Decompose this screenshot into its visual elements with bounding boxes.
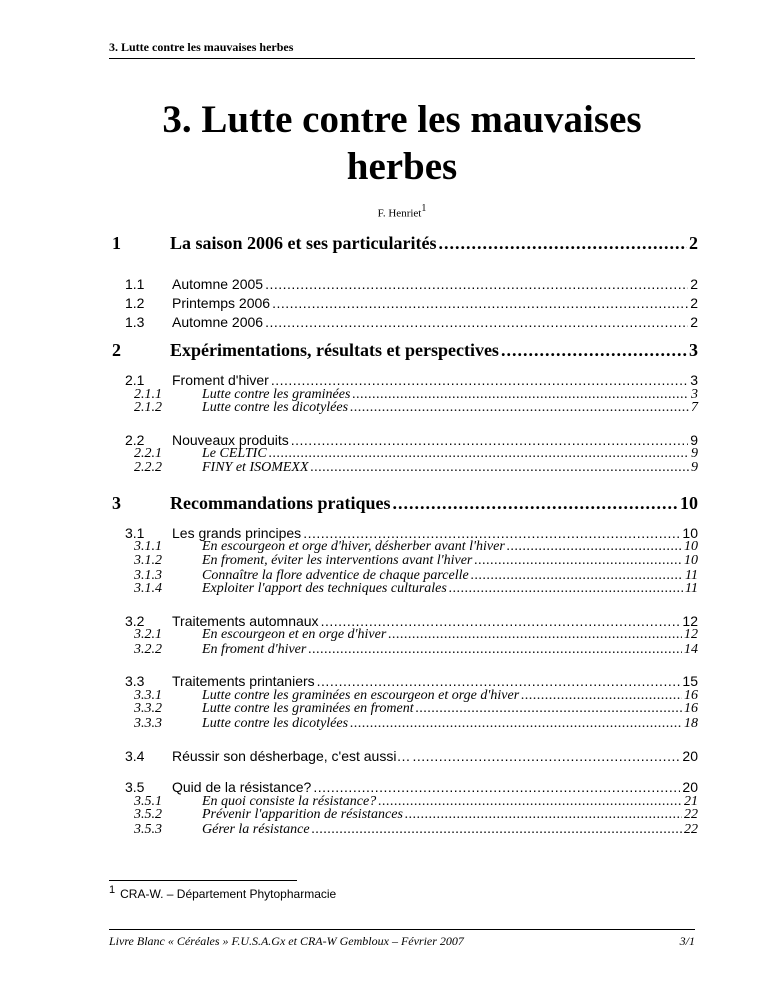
toc-dot-leader (474, 553, 682, 569)
toc-entry-title: En quoi consiste la résistance? (202, 794, 377, 809)
toc-entry-2-1-2[interactable] (134, 400, 698, 416)
toc-entry-3-5-2[interactable] (134, 807, 698, 823)
toc-dot-leader (388, 627, 682, 643)
toc-dot-leader (393, 493, 678, 514)
toc-entry-page: 20 (682, 748, 698, 764)
toc-entry-title: Lutte contre les graminées en froment (202, 701, 414, 716)
toc-entry-2[interactable] (112, 340, 698, 361)
toc-entry-page: 9 (690, 432, 698, 448)
toc-entry-3-3-3[interactable] (134, 716, 698, 732)
toc-entry-number: 3.1.2 (134, 553, 162, 568)
toc-entry-page: 22 (684, 807, 698, 822)
toc-entry-1[interactable] (112, 233, 698, 254)
toc-entry-title: Nouveaux produits (172, 432, 289, 448)
toc-entry-number: 2.2.1 (134, 446, 162, 461)
toc-entry-3-4[interactable] (125, 748, 698, 764)
toc-entry-title: Le CELTIC (202, 446, 267, 461)
toc-dot-leader (350, 400, 689, 416)
toc-dot-leader (313, 779, 680, 795)
toc-entry-page: 2 (690, 295, 698, 311)
toc-entry-page: 10 (682, 525, 698, 541)
toc-entry-number: 3.1.3 (134, 568, 162, 583)
toc-dot-leader (449, 581, 683, 597)
footnote-text: CRA-W. – Département Phytopharmacie (120, 887, 337, 901)
toc-dot-leader (265, 276, 688, 292)
toc-entry-number: 2.2 (125, 432, 145, 448)
toc-entry-number: 3.1.4 (134, 581, 162, 596)
toc-entry-number: 3.5 (125, 779, 145, 795)
toc-entry-number: 3.2.2 (134, 642, 162, 657)
toc-entry-page: 3 (689, 340, 698, 360)
toc-entry-number: 3.3.1 (134, 688, 162, 703)
toc-dot-leader (438, 233, 687, 254)
toc-entry-page: 12 (682, 613, 698, 629)
toc-entry-title: Recommandations pratiques (170, 493, 391, 513)
toc-entry-page: 20 (682, 779, 698, 795)
toc-entry-page: 11 (685, 568, 698, 583)
toc-entry-title: Traitements printaniers (172, 673, 315, 689)
toc-entry-page: 3 (690, 372, 698, 388)
toc-entry-title: En escourgeon et en orge d'hiver (202, 627, 387, 642)
toc-dot-leader (412, 748, 680, 764)
toc-entry-page: 11 (685, 581, 698, 596)
toc-entry-title: Automne 2005 (172, 276, 264, 292)
toc-entry-page: 9 (691, 460, 698, 475)
toc-entry-title: Lutte contre les graminées (202, 387, 351, 402)
toc-entry-title: Réussir son désherbage, c'est aussi… (172, 748, 411, 764)
toc-entry-title: En froment, éviter les interventions avant l'hiver (202, 553, 473, 568)
running-header: 3. Lutte contre les mauvaises herbes (109, 40, 695, 59)
toc-entry-page: 16 (684, 688, 698, 703)
toc-entry-title: Lutte contre les graminées en escourgeon et orge d'hiver (202, 688, 520, 703)
toc-dot-leader (350, 716, 682, 732)
toc-entry-title: Exploiter l'apport des techniques culturales (202, 581, 447, 596)
toc-dot-leader (272, 295, 688, 311)
toc-entry-title: Quid de la résistance? (172, 779, 312, 795)
toc-entry-title: Connaître la flore adventice de chaque parcelle (202, 568, 469, 583)
toc-entry-number: 3.1 (125, 525, 145, 541)
toc-entry-number: 2.2.2 (134, 460, 162, 475)
toc-entry-title: Printemps 2006 (172, 295, 271, 311)
toc-entry-3-3-2[interactable] (134, 701, 698, 717)
document-title: 3. Lutte contre les mauvaises herbes (162, 98, 642, 188)
toc-entry-number: 3.5.1 (134, 794, 162, 809)
toc-entry-number: 3.3.2 (134, 701, 162, 716)
toc-entry-number: 1.3 (125, 314, 145, 330)
toc-entry-number: 2.1.1 (134, 387, 162, 402)
toc-entry-page: 7 (691, 400, 698, 415)
toc-entry-number: 3.3 (125, 673, 145, 689)
toc-dot-leader (271, 372, 688, 388)
toc-dot-leader (311, 460, 689, 476)
toc-entry-title: Automne 2006 (172, 314, 264, 330)
toc-entry-title: Lutte contre les dicotylées (202, 716, 349, 731)
footnote (109, 884, 336, 901)
toc-entry-3-2-2[interactable] (134, 642, 698, 658)
toc-entry-page: 10 (684, 553, 698, 568)
toc-entry-title: Expérimentations, résultats et perspectives (170, 340, 499, 360)
toc-dot-leader (416, 701, 682, 717)
toc-entry-title: Gérer la résistance (202, 822, 310, 837)
toc-entry-1-3[interactable] (125, 314, 698, 330)
footer-publication: Livre Blanc « Céréales » F.U.S.A.Gx et CRA-W Gembloux – Février 2007 (109, 934, 464, 948)
page-footer (109, 929, 695, 949)
toc-entry-number: 3 (112, 493, 121, 513)
toc-dot-leader (308, 642, 682, 658)
toc-dot-leader (265, 314, 688, 330)
author-name: F. Henriet (377, 207, 422, 220)
toc-entry-page: 2 (690, 276, 698, 292)
toc-entry-2-2-2[interactable] (134, 460, 698, 476)
toc-entry-page: 12 (684, 627, 698, 642)
toc-entry-number: 2.1 (125, 372, 145, 388)
toc-entry-number: 2.1.2 (134, 400, 162, 415)
toc-entry-page: 16 (684, 701, 698, 716)
toc-entry-page: 15 (682, 673, 698, 689)
toc-entry-3-1-2[interactable] (134, 553, 698, 569)
toc-entry-title: En froment d'hiver (202, 642, 307, 657)
toc-entry-page: 2 (689, 233, 698, 253)
toc-entry-title: La saison 2006 et ses particularités (170, 233, 437, 253)
toc-entry-1-2[interactable] (125, 295, 698, 311)
toc-entry-1-1[interactable] (125, 276, 698, 292)
toc-dot-leader (501, 340, 687, 361)
toc-entry-page: 3 (691, 387, 698, 402)
footnote-mark: 1 (109, 884, 116, 896)
toc-entry-number: 1 (112, 233, 121, 253)
toc-entry-page: 18 (684, 716, 698, 731)
toc-entry-number: 2 (112, 340, 121, 360)
author-footnote-mark[interactable]: 1 (421, 203, 427, 214)
toc-entry-number: 3.5.3 (134, 822, 162, 837)
toc-entry-number: 3.2 (125, 613, 145, 629)
toc-entry-page: 21 (684, 794, 698, 809)
toc-entry-3-5[interactable] (125, 779, 698, 795)
toc-entry-3[interactable] (112, 493, 698, 514)
toc-entry-3-1-4[interactable] (134, 581, 698, 597)
author-line (109, 204, 695, 220)
toc-entry-page: 2 (690, 314, 698, 330)
toc-entry-page: 10 (684, 539, 698, 554)
toc-entry-number: 1.2 (125, 295, 145, 311)
toc-entry-number: 3.1.1 (134, 539, 162, 554)
toc-entry-number: 3.3.3 (134, 716, 162, 731)
toc-entry-page: 10 (680, 493, 698, 513)
toc-dot-leader (405, 807, 682, 823)
toc-entry-number: 3.5.2 (134, 807, 162, 822)
toc-entry-number: 3.4 (125, 748, 145, 764)
toc-dot-leader (317, 673, 681, 689)
toc-entry-title: Traitements automnaux (172, 613, 319, 629)
toc-entry-title: Prévenir l'apparition de résistances (202, 807, 403, 822)
toc-dot-leader (312, 822, 682, 838)
toc-entry-page: 14 (684, 642, 698, 657)
footnote-divider (109, 880, 297, 881)
toc-entry-number: 1.1 (125, 276, 145, 292)
toc-entry-title: Lutte contre les dicotylées (202, 400, 349, 415)
toc-entry-2-1[interactable] (125, 372, 698, 388)
toc-entry-3-3[interactable] (125, 673, 698, 689)
toc-entry-title: Les grands principes (172, 525, 302, 541)
toc-entry-page: 9 (691, 446, 698, 461)
toc-entry-title: Froment d'hiver (172, 372, 269, 388)
toc-entry-title: En escourgeon et orge d'hiver, désherber avant l'hiver (202, 539, 505, 554)
toc-entry-number: 3.2.1 (134, 627, 162, 642)
footer-page-number: 3/1 (679, 934, 695, 948)
toc-entry-page: 22 (684, 822, 698, 837)
toc-entry-3-5-3[interactable] (134, 822, 698, 838)
toc-entry-title: FINY et ISOMEXX (202, 460, 309, 475)
toc-entry-3-2-1[interactable] (134, 627, 698, 643)
